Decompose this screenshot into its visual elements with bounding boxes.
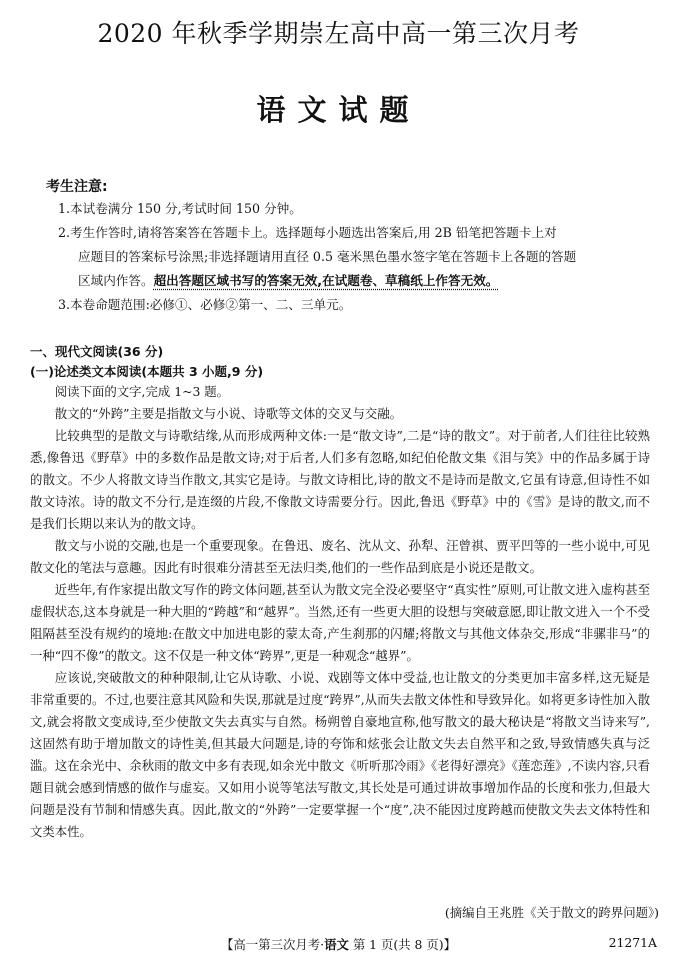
- notice-warning-emphasis: 超出答题区域书写的答案无效,在试题卷、草稿纸上作答无效。: [153, 273, 499, 288]
- subsection-heading: (一)论述类文本阅读(本题共 3 小题,9 分): [30, 364, 264, 379]
- footer-dot: ·: [320, 937, 325, 952]
- page-footer: [0, 935, 677, 953]
- notice-heading: 考生注意:: [46, 179, 108, 195]
- passage-paragraph-1: 散文的“外跨”主要是指散文与小说、诗歌等文体的交叉与交融。: [54, 406, 403, 421]
- notice-item-2-line-1: 2.考生作答时,请将答案答在答题卡上。选择题每小题选出答案后,用 2B 铅笔把答题卡上对: [58, 225, 557, 240]
- notice-item-3: 3.本卷命题范围:必修①、必修②第一、二、三单元。: [58, 297, 352, 312]
- passage-paragraph-4: 近些年,有作家提出散文写作的跨文体问题,甚至认为散文完全没必要坚守“真实性”原则,可让散文进入虚构甚至虚假状态,这本身就是一种大胆的“跨越”和“越界”。当然,还有一些更大胆的设想与突破意愿,即让散文进入一个不受阻隔甚至没有规约的境地:在散文中加进电影的蒙太奇,产生刹那的闪耀;将散文与其他文体杂交,形成“非骡非马”的一种“四不像”的散文。这不仅是一种文体“跨界”,更是一种观念“越界”。: [30, 582, 650, 663]
- notice-item-2: [58, 221, 648, 293]
- footer-subject: 语文: [324, 937, 349, 952]
- notice-item-2-line-3-plain: 区域内作答。: [78, 273, 154, 288]
- subject-title: 语文试题: [256, 93, 421, 127]
- section-heading: 一、现代文阅读(36 分): [30, 344, 164, 359]
- notice-list: [58, 197, 648, 317]
- passage-instruction: 阅读下面的文字,完成 1~3 题。: [54, 384, 230, 399]
- reading-passage: [30, 381, 650, 843]
- passage-paragraph-2: 比较典型的是散文与诗歌结缘,从而形成两种文体:一是“散文诗”,二是“诗的散文”。对于前者,人们往往比较熟悉,像鲁迅《野草》中的多数作品是散文诗;对于后者,人们多有忽略,如纪伯伦散文集《泪与笑》中的作品多属于诗的散文。不少人将散文诗当作散文,其实它是诗。与散文诗相比,诗的散文不是诗而是散文,它虽有诗意,但诗性不如散文诗浓。诗的散文不分行,是连缀的片段,不像散文诗需要分行。因此,鲁迅《野草》中的《雪》是诗的散文,而不是我们长期以来认为的散文诗。: [30, 428, 650, 531]
- passage-paragraph-5: 应该说,突破散文的种种限制,让它从诗歌、小说、戏剧等文体中受益,也让散文的分类更加丰富多样,这无疑是非常重要的。不过,也要注意其风险和失误,那就是过度“跨界”,从而失去散文体性和导致异化。如将更多诗性加入散文,就会将散文变成诗,至少使散文失去真实与自然。杨朔曾自豪地宣称,他写散文的最大秘诀是“将散文当诗来写”,这固然有助于增加散文的诗性美,但其最大问题是,诗的夸饰和炫张会让散文失去自然平和之致,导致情感失真与泛滥。这在余光中、余秋雨的散文中多有表现,如余光中散文《听听那冷雨》《老得好漂亮》《莲恋莲》,不读内容,只看题目就会感到情感的做作与虚妄。又如用小说等笔法写散文,其长处是可通过讲故事增加作品的长度和张力,但最大问题是没有节制和情感失真。因此,散文的“外跨”一定要掌握一个“度”,决不能因过度跨越而使散文失去文体特性和文类本性。: [30, 670, 650, 839]
- passage-paragraph-3: 散文与小说的交融,也是一个重要现象。在鲁迅、废名、沈从文、孙犁、汪曾祺、贾平凹等的一些小说中,可见散文化的笔法与意趣。因此有时很难分清甚至无法归类,他们的一些作品到底是小说还是散文。: [30, 538, 650, 575]
- footer-page-info: 第 1 页(共 8 页)】: [352, 937, 456, 952]
- footer-label-open: 【高一第三次月考: [221, 937, 321, 952]
- paper-code: 21271A: [608, 935, 657, 950]
- passage-source: (摘编自王兆胜《关于散文的跨界问题》): [444, 905, 659, 920]
- exam-title: 2020 年秋季学期崇左高中高一第三次月考: [97, 19, 580, 48]
- notice-item-1: 1.本试卷满分 150 分,考试时间 150 分钟。: [58, 201, 302, 216]
- notice-item-2-line-2: 应题目的答案标号涂黑;非选择题请用直径 0.5 毫米黑色墨水签字笔在答题卡上各题的答题: [78, 249, 577, 264]
- notice-item-2-line-3: [58, 269, 648, 293]
